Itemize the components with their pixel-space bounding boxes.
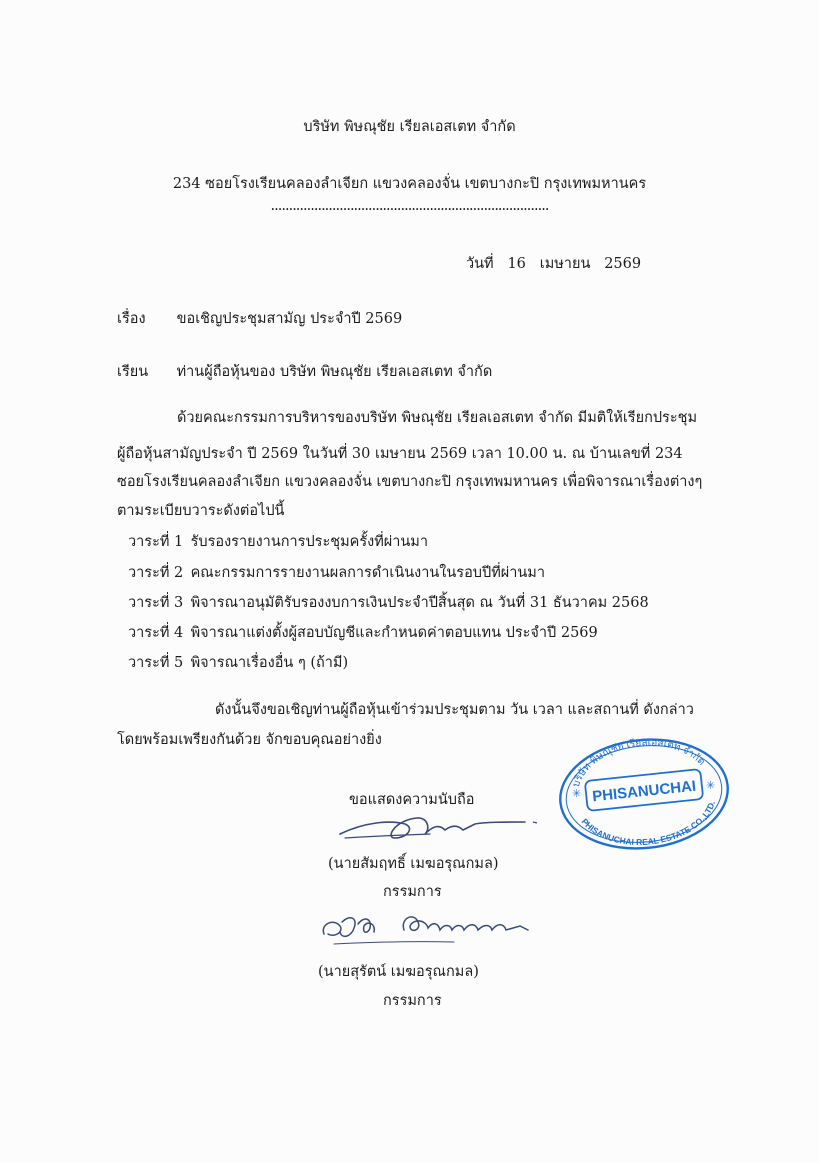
agenda-item: [128, 530, 428, 553]
subject-label: เรื่อง: [117, 311, 146, 327]
closing-line-1: ดังนั้นจึงขอเชิญท่านผู้ถือหุ้นเข้าร่วมประชุมตาม วัน เวลา และสถานที่ ดังกล่าว: [215, 702, 694, 718]
agenda-label: วาระที่ 5: [128, 655, 184, 671]
subject-line: [117, 307, 402, 330]
dotted-line: .............................................................................: [270, 198, 549, 214]
signer-1-name: (นายสัมฤทธิ์ เมฆอรุณกมล): [328, 856, 499, 872]
agenda-text: พิจารณาเรื่องอื่น ๆ (ถ้ามี): [190, 655, 349, 671]
signer-2-name: (นายสุรัตน์ เมฆอรุณกมล): [318, 964, 479, 980]
company-address: 234 ซอยโรงเรียนคลองลำเจียก แขวงคลองจั่น เขตบางกะปิ กรุงเทพมหานคร: [172, 176, 647, 192]
body-line-4: ตามระเบียบวาระดังต่อไปนี้: [117, 503, 285, 519]
recipient-text: ท่านผู้ถือหุ้นของ บริษัท พิษณุชัย เรียลเอสเตท จำกัด: [176, 364, 493, 380]
signer-2-title: กรรมการ: [383, 993, 442, 1009]
date-year: 2569: [604, 256, 642, 272]
signature-2: [314, 904, 544, 950]
stamp-star-icon: ✳: [706, 779, 716, 792]
date-label: วันที่: [466, 256, 494, 272]
agenda-label: วาระที่ 4: [128, 625, 184, 641]
agenda-text: คณะกรรมการรายงานผลการดำเนินงานในรอบปีที่ผ่านมา: [190, 565, 546, 581]
agenda-item: [128, 621, 598, 644]
company-name: บริษัท พิษณุชัย เรียลเอสเตท จำกัด: [303, 119, 516, 135]
subject-text: ขอเชิญประชุมสามัญ ประจำปี 2569: [176, 311, 403, 327]
agenda-label: วาระที่ 3: [128, 595, 184, 611]
recipient-label: เรียน: [117, 364, 149, 380]
regards-text: ขอแสดงความนับถือ: [349, 792, 475, 808]
date-day: 16: [507, 256, 526, 272]
agenda-item: [128, 561, 545, 584]
signer-1-title: กรรมการ: [383, 884, 442, 900]
recipient-line: [117, 360, 492, 383]
agenda-label: วาระที่ 2: [128, 565, 184, 581]
agenda-label: วาระที่ 1: [128, 534, 184, 550]
date-line: [466, 252, 641, 275]
agenda-item: [128, 651, 348, 674]
stamp-top-text: บริษัท พิษณุชัย เรียลเอสเตท จำกัด: [570, 737, 707, 789]
body-line-3: ซอยโรงเรียนคลองลำเจียก แขวงคลองจั่น เขตบางกะปิ กรุงเทพมหานคร เพื่อพิจารณาเรื่องต่างๆ: [117, 474, 703, 490]
closing-line-2: โดยพร้อมเพรียงกันด้วย จักขอบคุณอย่างยิ่ง: [117, 732, 382, 748]
signature-1: [335, 808, 545, 848]
stamp-center-text: PHISANUCHAI: [591, 777, 697, 806]
company-stamp: [556, 735, 732, 853]
date-month: เมษายน: [539, 256, 591, 272]
agenda-text: พิจารณาแต่งตั้งผู้สอบบัญชีและกำหนดค่าตอบแทน ประจำปี 2569: [190, 625, 598, 641]
body-line-2: ผู้ถือหุ้นสามัญประจำ ปี 2569 ในวันที่ 30 เมษายน 2569 เวลา 10.00 น. ณ บ้านเลขที่ 234: [117, 446, 683, 462]
stamp-bottom-text: PHISANUCHAI REAL ESTATE CO.,LTD.: [579, 799, 718, 847]
body-line-1: ด้วยคณะกรรมการบริหารของบริษัท พิษณุชัย เรียลเอสเตท จำกัด มีมติให้เรียกประชุม: [177, 410, 698, 426]
agenda-item: [128, 591, 649, 614]
stamp-star-icon: ✳: [572, 787, 582, 800]
agenda-text: พิจารณาอนุมัติรับรองงบการเงินประจำปีสิ้นสุด ณ วันที่ 31 ธันวาคม 2568: [190, 595, 649, 611]
agenda-text: รับรองรายงานการประชุมครั้งที่ผ่านมา: [190, 534, 429, 550]
